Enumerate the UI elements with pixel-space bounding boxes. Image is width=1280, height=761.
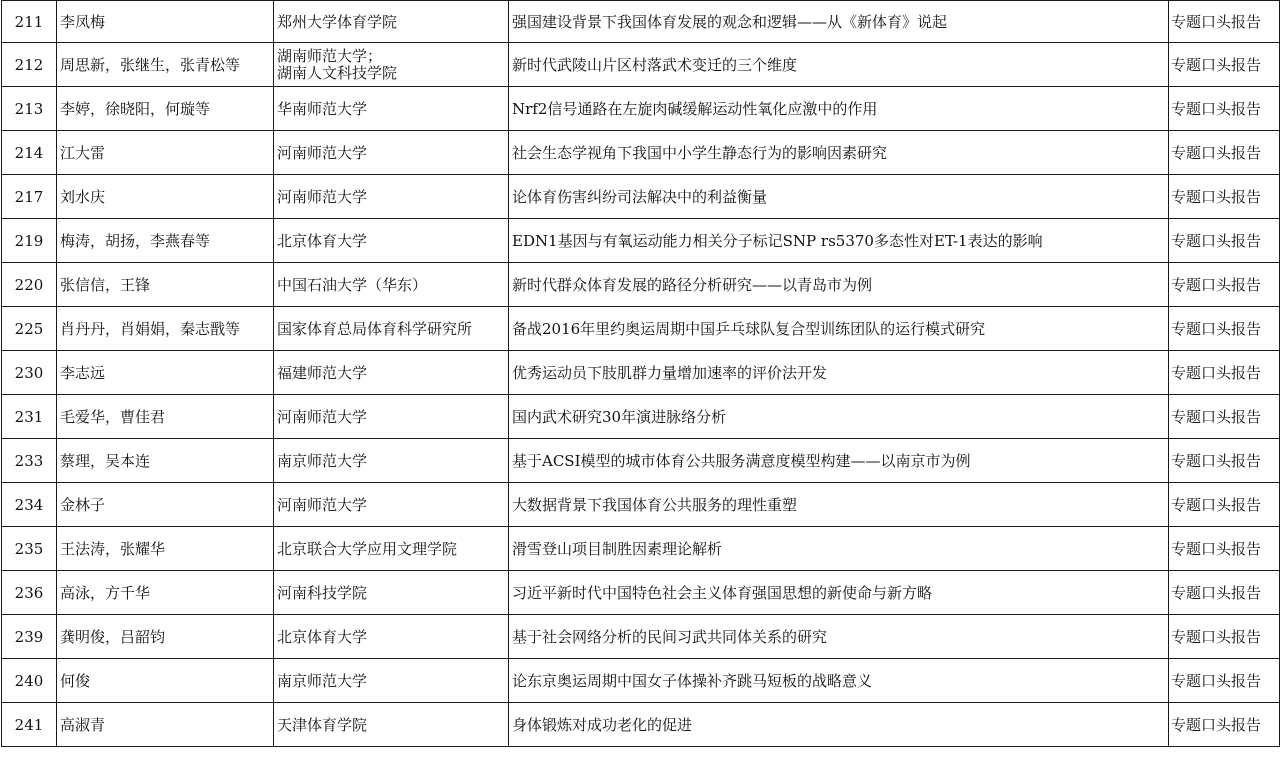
cell-type: 专题口头报告 (1169, 263, 1280, 307)
table-row (2, 1, 1280, 43)
cell-number: 231 (2, 395, 57, 439)
cell-institution: 中国石油大学（华东） (274, 263, 509, 307)
table-row (2, 263, 1280, 307)
cell-number: 211 (2, 1, 57, 43)
cell-institution: 河南师范大学 (274, 131, 509, 175)
cell-number: 235 (2, 527, 57, 571)
cell-title: 新时代群众体育发展的路径分析研究——以青岛市为例 (509, 263, 1169, 307)
cell-number: 220 (2, 263, 57, 307)
cell-type: 专题口头报告 (1169, 43, 1280, 87)
cell-institution: 福建师范大学 (274, 351, 509, 395)
cell-number: 212 (2, 43, 57, 87)
cell-type: 专题口头报告 (1169, 483, 1280, 527)
cell-institution: 河南科技学院 (274, 571, 509, 615)
cell-title: 身体锻炼对成功老化的促进 (509, 703, 1169, 747)
cell-number: 225 (2, 307, 57, 351)
cell-institution: 南京师范大学 (274, 439, 509, 483)
cell-institution: 河南师范大学 (274, 175, 509, 219)
cell-authors: 高淑青 (57, 703, 274, 747)
cell-institution: 华南师范大学 (274, 87, 509, 131)
cell-number: 241 (2, 703, 57, 747)
cell-number: 240 (2, 659, 57, 703)
cell-authors: 王法涛，张耀华 (57, 527, 274, 571)
cell-type: 专题口头报告 (1169, 351, 1280, 395)
cell-institution: 河南师范大学 (274, 395, 509, 439)
cell-number: 233 (2, 439, 57, 483)
table-row (2, 307, 1280, 351)
cell-institution: 北京体育大学 (274, 615, 509, 659)
table-row (2, 351, 1280, 395)
table-row (2, 439, 1280, 483)
cell-institution: 郑州大学体育学院 (274, 1, 509, 43)
cell-title: 习近平新时代中国特色社会主义体育强国思想的新使命与新方略 (509, 571, 1169, 615)
cell-title: 滑雪登山项目制胜因素理论解析 (509, 527, 1169, 571)
cell-number: 234 (2, 483, 57, 527)
cell-type: 专题口头报告 (1169, 219, 1280, 263)
cell-authors: 金林子 (57, 483, 274, 527)
cell-authors: 龚明俊，吕韶钧 (57, 615, 274, 659)
cell-authors: 李凤梅 (57, 1, 274, 43)
table-row (2, 87, 1280, 131)
cell-institution: 河南师范大学 (274, 483, 509, 527)
cell-type: 专题口头报告 (1169, 87, 1280, 131)
cell-type: 专题口头报告 (1169, 615, 1280, 659)
cell-type: 专题口头报告 (1169, 395, 1280, 439)
cell-number: 230 (2, 351, 57, 395)
cell-type: 专题口头报告 (1169, 1, 1280, 43)
cell-number: 239 (2, 615, 57, 659)
cell-title: Nrf2信号通路在左旋肉碱缓解运动性氧化应激中的作用 (509, 87, 1169, 131)
table-row (2, 659, 1280, 703)
cell-institution: 湖南师范大学； 湖南人文科技学院 (274, 43, 509, 87)
cell-title: 论体育伤害纠纷司法解决中的利益衡量 (509, 175, 1169, 219)
cell-authors: 刘水庆 (57, 175, 274, 219)
cell-authors: 李婷，徐晓阳，何璇等 (57, 87, 274, 131)
cell-institution: 天津体育学院 (274, 703, 509, 747)
table-body (2, 1, 1280, 747)
cell-title: EDN1基因与有氧运动能力相关分子标记SNP rs5370多态性对ET-1表达的影响 (509, 219, 1169, 263)
cell-title: 基于ACSI模型的城市体育公共服务满意度模型构建——以南京市为例 (509, 439, 1169, 483)
table-row (2, 175, 1280, 219)
table-row (2, 483, 1280, 527)
cell-title: 社会生态学视角下我国中小学生静态行为的影响因素研究 (509, 131, 1169, 175)
cell-number: 214 (2, 131, 57, 175)
cell-title: 国内武术研究30年演进脉络分析 (509, 395, 1169, 439)
cell-title: 备战2016年里约奥运周期中国乒乓球队复合型训练团队的运行模式研究 (509, 307, 1169, 351)
cell-type: 专题口头报告 (1169, 175, 1280, 219)
cell-title: 强国建设背景下我国体育发展的观念和逻辑——从《新体育》说起 (509, 1, 1169, 43)
cell-type: 专题口头报告 (1169, 439, 1280, 483)
cell-type: 专题口头报告 (1169, 527, 1280, 571)
table-row (2, 43, 1280, 87)
cell-type: 专题口头报告 (1169, 659, 1280, 703)
cell-authors: 肖丹丹，肖娟娟，秦志戬等 (57, 307, 274, 351)
table-row (2, 571, 1280, 615)
cell-type: 专题口头报告 (1169, 131, 1280, 175)
cell-authors: 毛爱华，曹佳君 (57, 395, 274, 439)
cell-number: 219 (2, 219, 57, 263)
cell-number: 236 (2, 571, 57, 615)
cell-title: 新时代武陵山片区村落武术变迁的三个维度 (509, 43, 1169, 87)
cell-authors: 李志远 (57, 351, 274, 395)
cell-institution: 国家体育总局体育科学研究所 (274, 307, 509, 351)
cell-number: 213 (2, 87, 57, 131)
cell-authors: 张信信，王锋 (57, 263, 274, 307)
cell-authors: 何俊 (57, 659, 274, 703)
cell-number: 217 (2, 175, 57, 219)
table-row (2, 219, 1280, 263)
table-row (2, 131, 1280, 175)
cell-title: 优秀运动员下肢肌群力量增加速率的评价法开发 (509, 351, 1169, 395)
cell-institution: 北京联合大学应用文理学院 (274, 527, 509, 571)
cell-authors: 高泳，方千华 (57, 571, 274, 615)
cell-title: 基于社会网络分析的民间习武共同体关系的研究 (509, 615, 1169, 659)
cell-institution: 北京体育大学 (274, 219, 509, 263)
cell-authors: 梅涛，胡扬，李燕春等 (57, 219, 274, 263)
cell-authors: 江大雷 (57, 131, 274, 175)
cell-title: 论东京奥运周期中国女子体操补齐跳马短板的战略意义 (509, 659, 1169, 703)
table-row (2, 703, 1280, 747)
presentation-table (1, 0, 1280, 747)
cell-title: 大数据背景下我国体育公共服务的理性重塑 (509, 483, 1169, 527)
cell-authors: 周思新，张继生，张青松等 (57, 43, 274, 87)
cell-institution: 南京师范大学 (274, 659, 509, 703)
cell-type: 专题口头报告 (1169, 571, 1280, 615)
cell-type: 专题口头报告 (1169, 307, 1280, 351)
cell-type: 专题口头报告 (1169, 703, 1280, 747)
table-row (2, 527, 1280, 571)
table-row (2, 615, 1280, 659)
cell-authors: 蔡理，吴本连 (57, 439, 274, 483)
table-row (2, 395, 1280, 439)
